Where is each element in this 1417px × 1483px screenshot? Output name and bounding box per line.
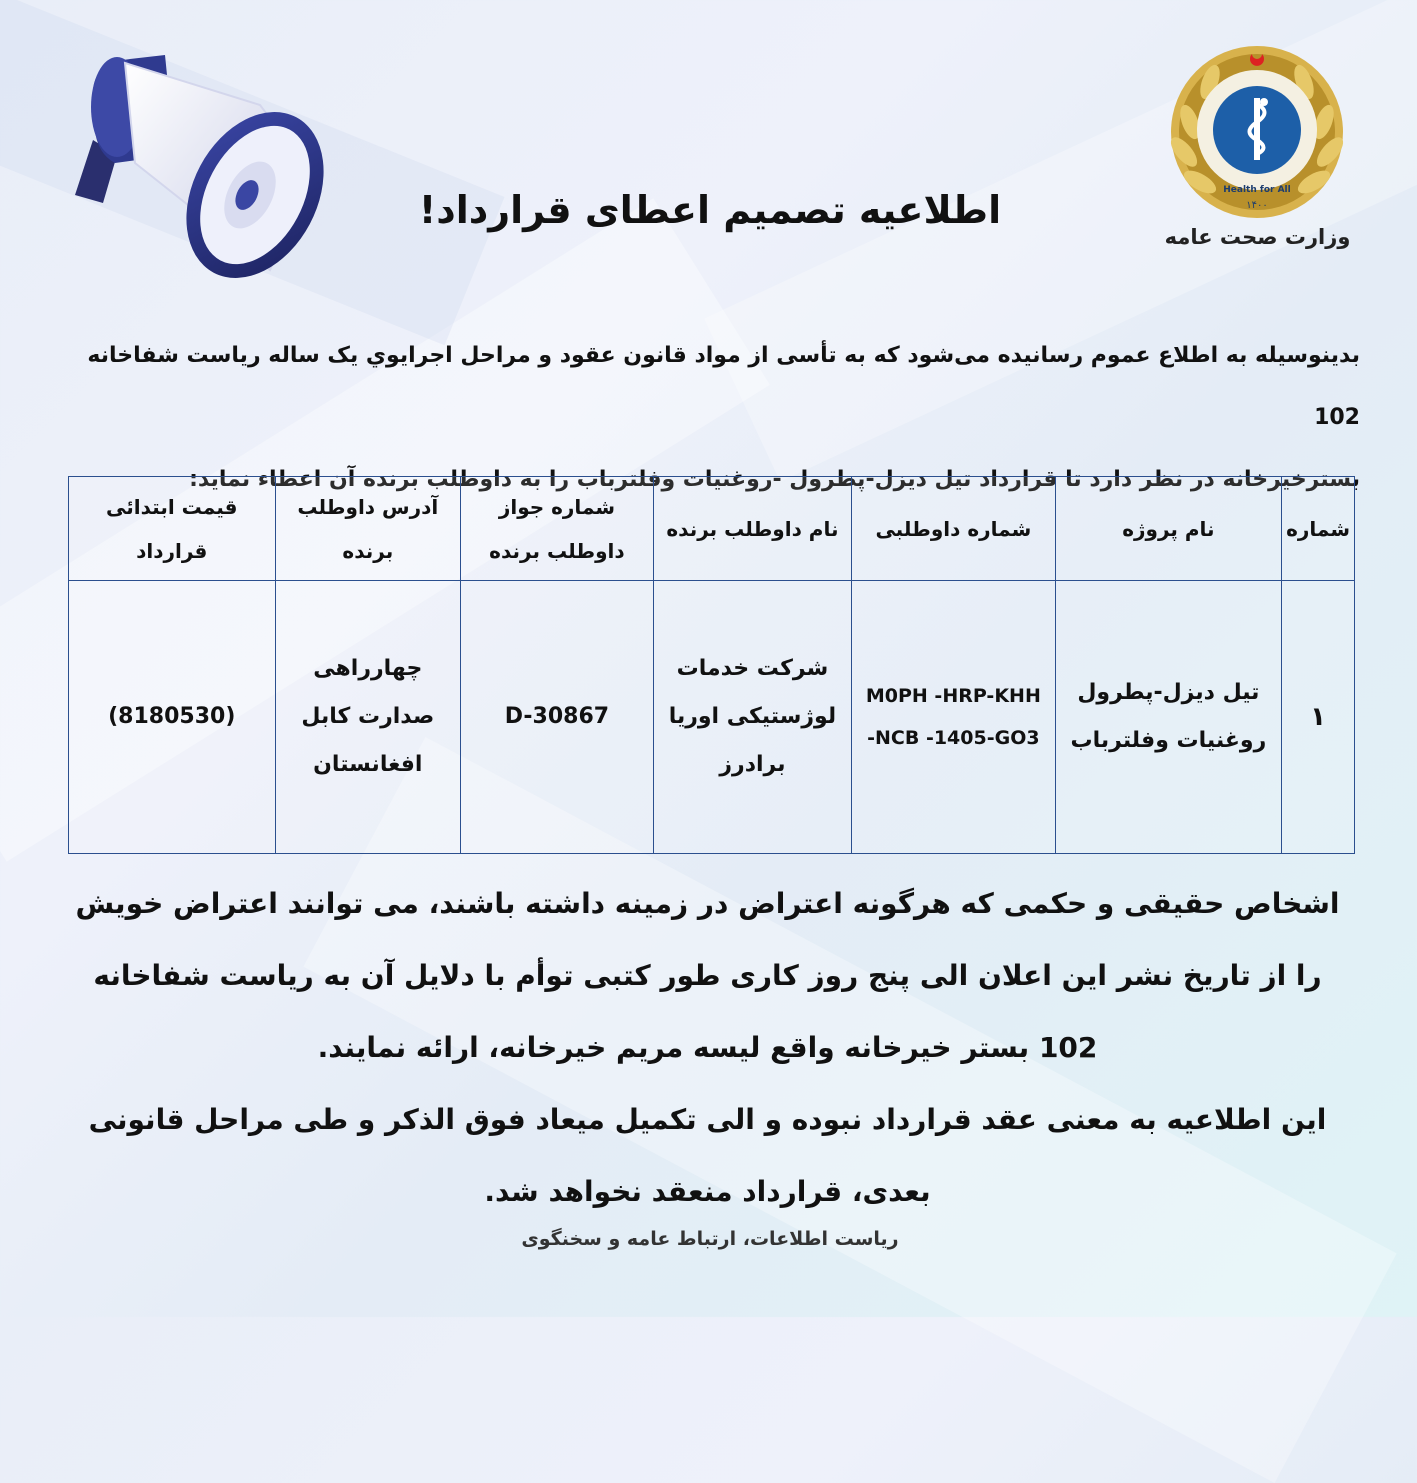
cell-bid-number xyxy=(852,581,1056,854)
bid-number-line: -NCB -1405-GO3 xyxy=(867,727,1040,749)
intro-line: بسترخیرخانه در نظر دارد تا قرارداد تیل دیزل-پطرول -روغنیات وفلترباب را به داوطلب برنده آن اعطاء نماید: xyxy=(189,467,1360,492)
cell-project: تیل دیزل-پطرول روغنیات وفلترباب xyxy=(1055,581,1281,854)
ministry-emblem-icon xyxy=(1160,42,1355,222)
cell-winner-name: شرکت خدمات لوژستیکی اوریا برادرز xyxy=(653,581,851,854)
intro-line: بدینوسیله به اطلاع عموم رسانیده می‌شود که به تأسی از مواد قانون عقود و مراحل اجرایوي یک ساله ریاست شفاخانه 102 xyxy=(87,343,1360,430)
award-table xyxy=(68,476,1355,854)
table-header-row xyxy=(69,477,1355,581)
header-winner-name: نام داوطلب برنده xyxy=(653,477,851,581)
cell-license xyxy=(461,581,654,854)
price-value: (8180530) xyxy=(108,704,236,729)
bid-number-line: M0PH -HRP-KHH xyxy=(865,685,1041,707)
header-bid-number: شماره داوطلبی xyxy=(852,477,1056,581)
logo-motto: Health for All xyxy=(1223,185,1291,195)
disclaimer-paragraph: این اطلاعیه به معنی عقد قرارداد نبوده و الی تکمیل میعاد فوق الذکر و طی مراحل قانونی بعدی، قرارداد منعقد نخواهد شد. xyxy=(88,1103,1327,1208)
ministry-name: وزارت صحت عامه xyxy=(1164,225,1351,249)
notice-body xyxy=(60,868,1355,1228)
header-license: شماره جواز داوطلب برنده xyxy=(461,477,654,581)
header-address: آدرس داوطلب برنده xyxy=(275,477,461,581)
logo-year: ۱۴۰۰ xyxy=(1246,200,1268,211)
cell-address: چهارراهی صدارت کابل افغانستان xyxy=(275,581,461,854)
table-row xyxy=(69,581,1355,854)
header-number: شماره xyxy=(1282,477,1355,581)
page-title: اطلاعیه تصمیم اعطای قرارداد! xyxy=(418,188,1002,232)
header-price: قیمت ابتدائی قرارداد xyxy=(69,477,276,581)
megaphone-icon xyxy=(55,45,345,290)
header-project: نام پروژه xyxy=(1055,477,1281,581)
cell-number: ۱ xyxy=(1282,581,1355,854)
footer-signature: ریاست اطلاعات، ارتباط عامه و سخنگوی xyxy=(521,1228,899,1250)
objection-paragraph: اشخاص حقیقی و حکمی که هرگونه اعتراض در زمینه داشته باشند، می توانند اعتراض خویش را از تاریخ نشر این اعلان الی پنج روز کاری طور کتبی توأم با دلایل آن به ریاست شفاخانه 102 بستر خیرخانه واقع لیسه مریم خیرخانه، ارائه نمایند. xyxy=(75,887,1340,1064)
license-value: D-30867 xyxy=(504,704,610,729)
cell-price xyxy=(69,581,276,854)
